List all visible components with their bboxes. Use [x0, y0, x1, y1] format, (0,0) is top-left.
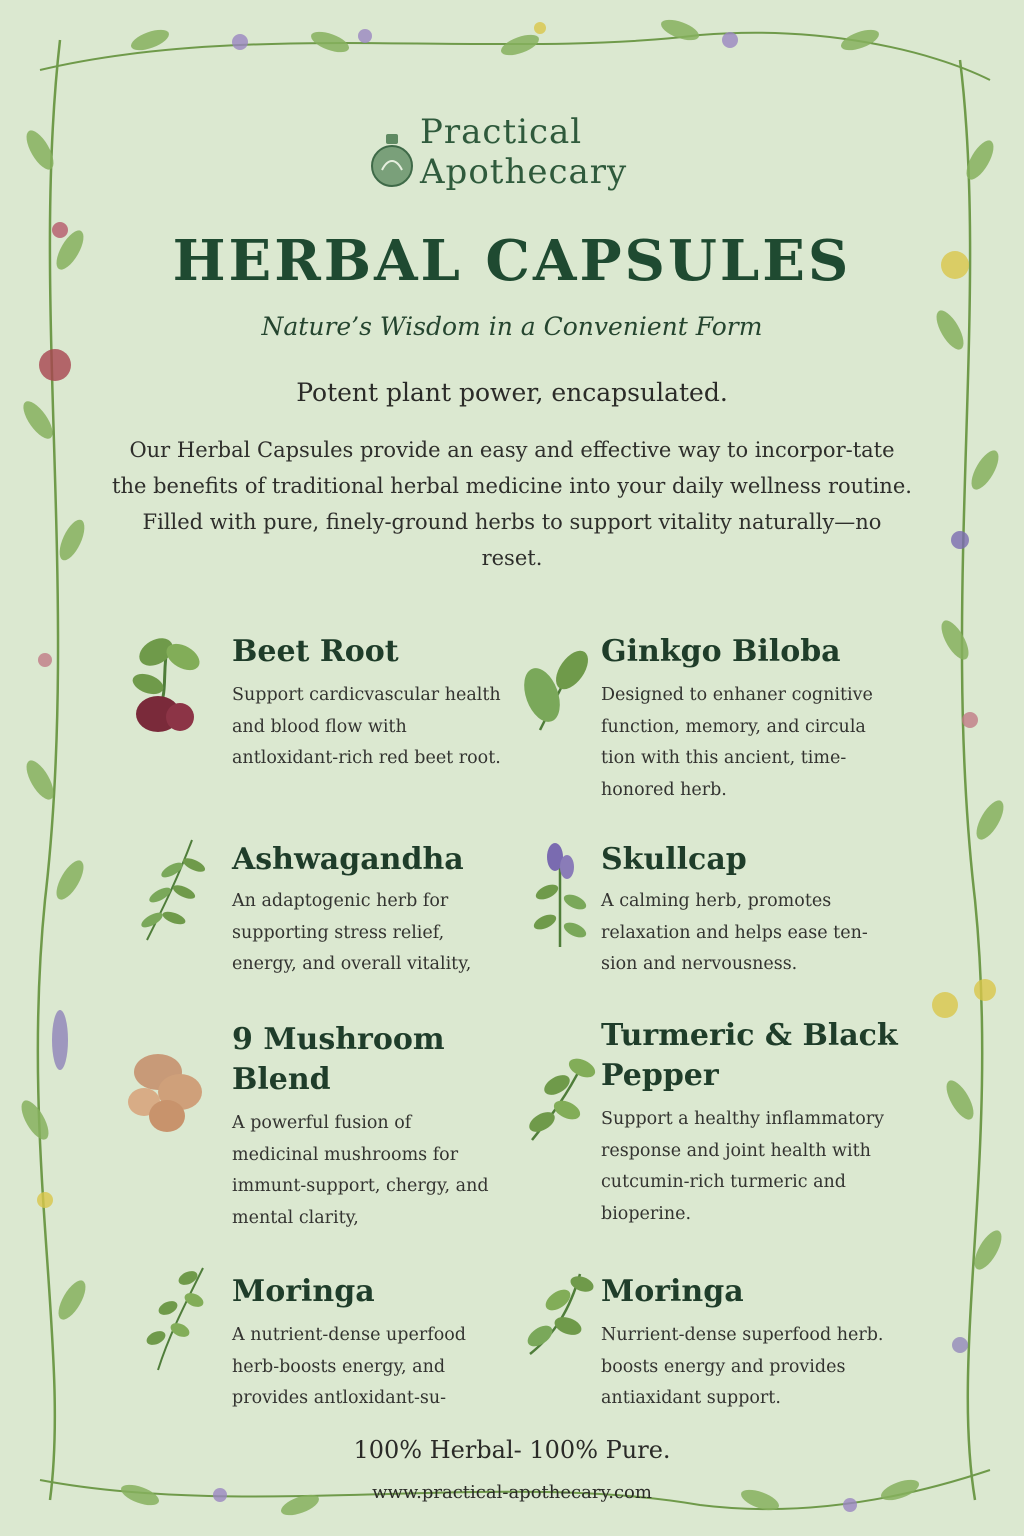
herb-name: Ginkgo Biloba	[601, 634, 841, 669]
herb-name: Turmeric & Black Pepper	[601, 1018, 898, 1093]
ashwagandha-sprig-icon	[122, 830, 217, 945]
herb-description: An adaptogenic herb for supporting stress relief, energy, and overall vitality,	[232, 891, 472, 974]
brand-name-line2: Apothecary	[420, 152, 628, 192]
herb-description: Designed to enhaner cognitive function, memory, and circula tion with this ancient, time-honored herb.	[601, 685, 873, 800]
herb-name: Moringa	[601, 1274, 744, 1309]
red-flower	[39, 349, 71, 381]
footer-url[interactable]: www.practical-apothecary.com	[372, 1482, 652, 1503]
moringa-leaf-icon	[510, 1264, 605, 1379]
herb-name: Ashwagandha	[232, 842, 464, 877]
yellow-flower	[37, 1192, 53, 1208]
lavender-flower	[52, 1010, 68, 1070]
ginkgo-leaf-icon	[510, 630, 605, 745]
herb-description: Support a healthy inflammatory response and joint health with cutcumin-rich turmeric and bioperine.	[601, 1109, 884, 1224]
skullcap-flower-icon	[515, 832, 610, 947]
moringa-sprig-icon	[128, 1258, 223, 1373]
herb-description: A powerful fusion of medicinal mushrooms for immunt-support, chergy, and mental clarity,	[232, 1113, 489, 1228]
pink-flower	[962, 712, 978, 728]
herb-description: Support cardicvascular health and blood flow with antloxidant-rich red beet root.	[232, 685, 501, 768]
herb-description: A calming herb, promotes relaxation and helps ease ten-sion and nervousness.	[601, 891, 868, 974]
purple-flower	[952, 1337, 968, 1353]
footer-tagline: 100% Herbal- 100% Pure.	[353, 1436, 671, 1464]
turmeric-leaf-icon	[512, 1040, 607, 1155]
purple-flower	[722, 32, 738, 48]
mushroom-icon	[122, 1030, 217, 1145]
yellow-flower	[974, 979, 996, 1001]
page-title: HERBAL CAPSULES	[172, 228, 852, 294]
purple-flower	[232, 34, 248, 50]
bottle-icon	[366, 130, 418, 190]
brand-name-line1: Practical	[420, 112, 583, 152]
herb-name: Moringa	[232, 1274, 375, 1309]
herb-description: Nurrient-dense superfood herb. boosts energy and provides antiaxidant support.	[601, 1325, 884, 1408]
tagline: Potent plant power, encapsulated.	[296, 378, 728, 407]
purple-flower	[358, 29, 372, 43]
beet-root-icon	[118, 622, 213, 737]
herb-name: Skullcap	[601, 842, 747, 877]
herb-name: 9 Mushroom Blend	[232, 1022, 445, 1097]
subtitle: Nature’s Wisdom in a Convenient Form	[261, 312, 763, 341]
intro-paragraph: Our Herbal Capsules provide an easy and effective way to incorpor-tate the benefits of traditional herbal medicine into your daily wellness routine. Filled with pure, finely-ground herbs to support vitality naturally—no reset.	[112, 438, 912, 570]
pink-flower	[38, 653, 52, 667]
yellow-flower	[534, 22, 546, 34]
purple-flower	[951, 531, 969, 549]
brand-logo	[366, 108, 666, 198]
herb-description: A nutrient-dense uperfood herb-boosts energy, and provides antloxidant-su-	[232, 1325, 466, 1408]
yellow-flower	[932, 992, 958, 1018]
herb-name: Beet Root	[232, 634, 399, 669]
